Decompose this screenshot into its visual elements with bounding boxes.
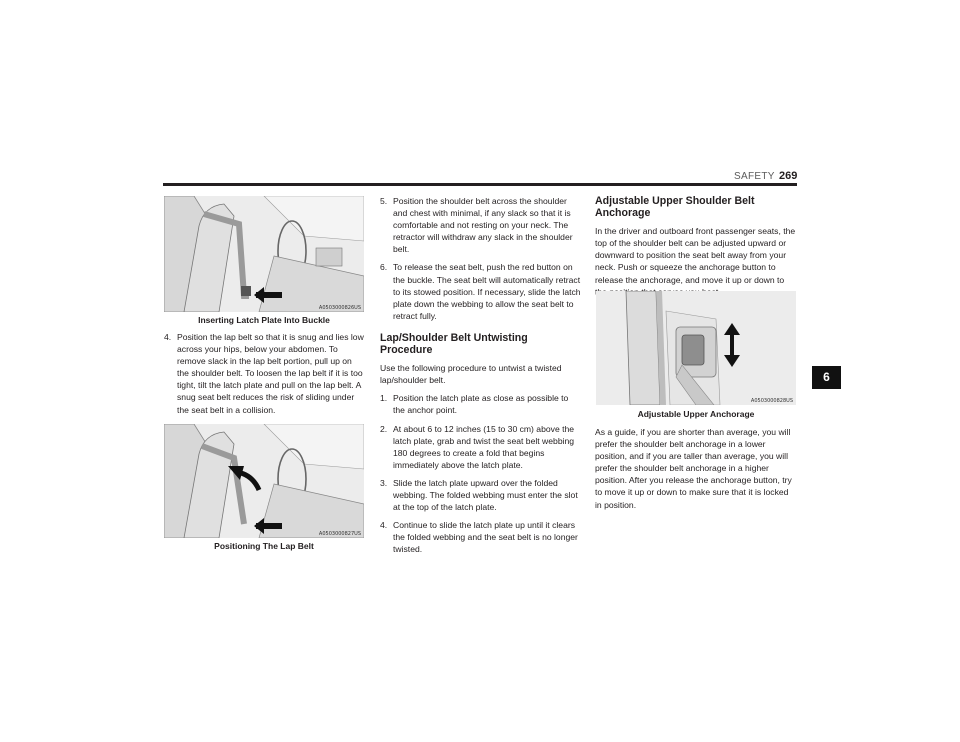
header-rule: [163, 183, 797, 186]
figure-caption-3: Adjustable Upper Anchorage: [637, 409, 755, 419]
heading-untwisting-procedure: Lap/Shoulder Belt Untwisting Procedure: [380, 331, 528, 357]
anchorage-paragraph-1: In the driver and outboard front passenger seats, the top of the shoulder belt can be adjusted upward or downward to position the seat belt away from your neck. Push or squeeze the anchorage button to release the anchorage, and move it up or down to: [595, 226, 796, 285]
seat-belt-illustration-2: [164, 424, 364, 538]
figure-latch-plate: [164, 196, 364, 312]
seat-belt-illustration-1: [164, 196, 364, 312]
step-4-lap-belt: 4. Position the lap belt so that it is snug and lies low across your hips, below your abdomen. To remove slack in the lap belt portion, pull up on the shoulder belt. To loosen the lap belt if it is too tight, tilt the latch plate and pull on the lap belt. A snug seat belt reduces the risk of sliding under the seat belt in a collision.: [164, 332, 364, 415]
figure-upper-anchorage: [596, 291, 796, 405]
anchorage-illustration: [596, 291, 796, 405]
middle-column: [380, 195, 582, 561]
page-number: 269: [779, 170, 798, 182]
anchorage-paragraph-2: As a guide, if you are shorter than average, you will prefer the shoulder belt anchorage in a lower position, and if you are taller than average, you will prefer the shoulder belt anchorage in a higher position. After you release the anchorage button, try to move it up or down to make sure that it is locked in position.: [595, 427, 792, 510]
figure-caption-1: Inserting Latch Plate Into Buckle: [198, 315, 330, 325]
chapter-tab: 6: [812, 366, 841, 389]
step-5-shoulder-belt: 5. Position the shoulder belt across the shoulder and chest with minimal, if any slack so that it is comfortable and not resting on your neck. The retractor will withdraw any slack in the shoulder belt.: [380, 196, 573, 255]
figure-lap-belt: [164, 424, 364, 538]
untwisting-intro: Use the following procedure to untwist a twisted lap/shoulder belt.: [380, 363, 562, 386]
figure-code: A0503000826US: [318, 305, 361, 311]
heading-upper-anchorage: Adjustable Upper Shoulder Belt Anchorage: [595, 195, 755, 220]
figure-code: A0503000828US: [750, 398, 793, 404]
figure-code: A0503000827US: [318, 531, 361, 537]
right-column-top: [595, 195, 797, 304]
untwist-step-2: 2. At about 6 to 12 inches (15 to 30 cm) above the latch plate, grab and twist the seat belt webbing 180 degrees to create a fold that begins immediately above the latch plate.: [380, 423, 575, 470]
untwist-step-1: 1. Position the latch plate as close as possible to the anchor point.: [380, 393, 569, 416]
running-header-section: SAFETY: [734, 171, 775, 182]
figure-caption-2: Positioning The Lap Belt: [214, 541, 314, 551]
right-column-bottom: [595, 426, 797, 517]
left-column: [164, 331, 364, 422]
untwist-step-3: 3. Slide the latch plate upward over the folded webbing. The folded webbing must enter the slot at the top of the latch plate.: [380, 477, 578, 513]
untwist-step-4: 4. Continue to slide the latch plate up until it clears the folded webbing and the seat belt is no longer twisted.: [380, 520, 578, 555]
step-6-release-belt: 6. To release the seat belt, push the red button on the buckle. The seat belt will automatically retract to its stowed position. If necessary, slide the latch plate down the webbing to allow the seat belt to retract fully.: [380, 262, 581, 321]
